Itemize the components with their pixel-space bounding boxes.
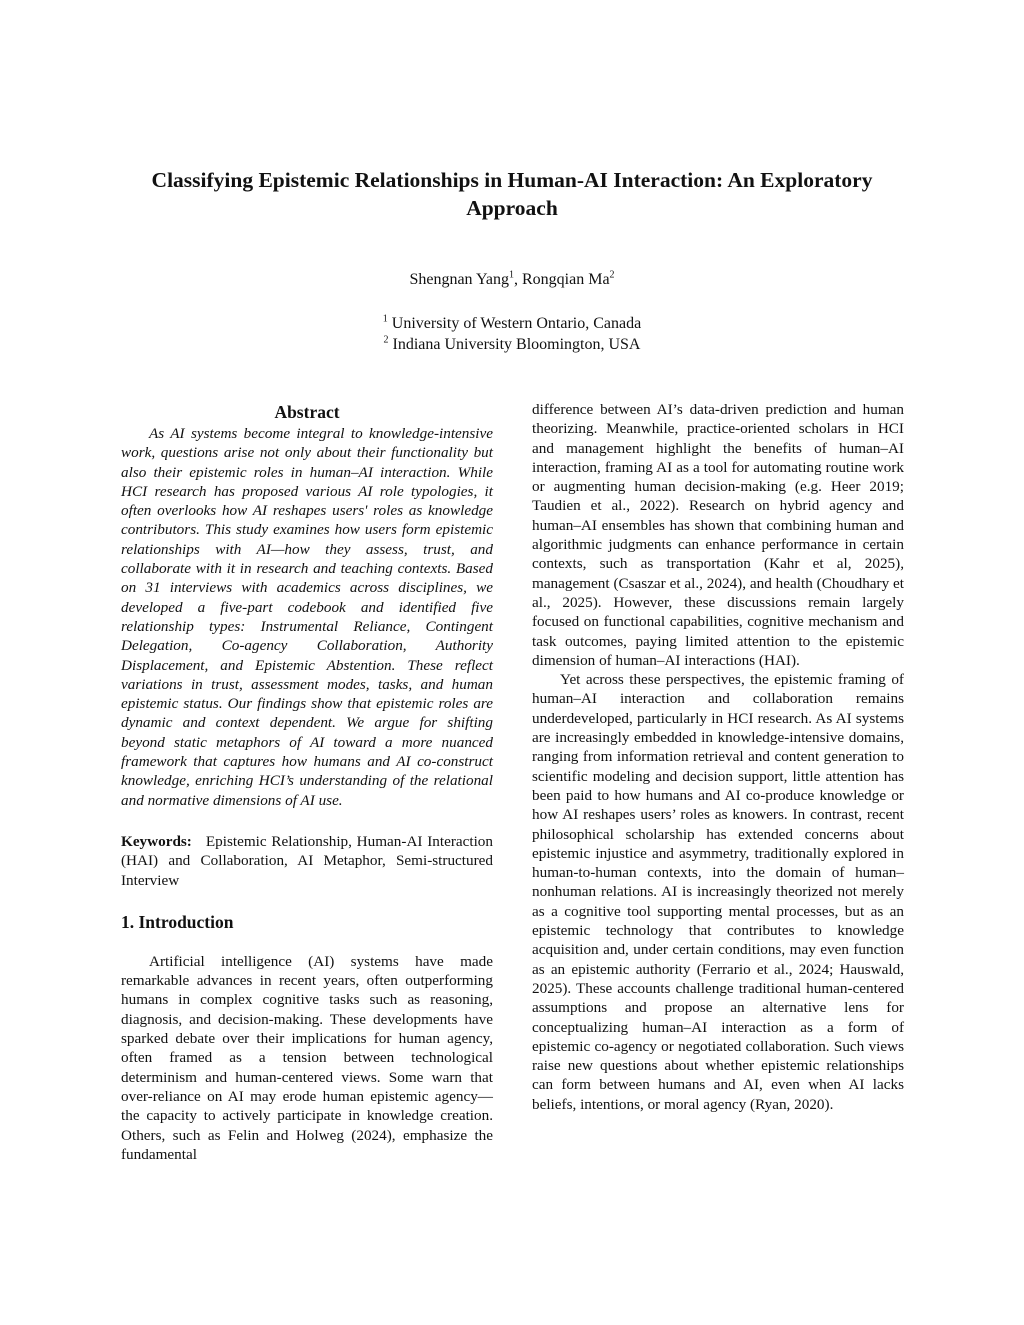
affiliation-text: Indiana University Bloomington, USA bbox=[392, 336, 641, 353]
abstract-body: As AI systems become integral to knowledge-intensive work, questions arise not only about their functionality but also their epistemic roles in human–AI interaction. While HCI research has proposed various AI role typologies, it often overlooks how AI reshapes users' roles as knowledge contributors. This study examines how users form epistemic relationships with AI—how they assess, trust, and collaborate with it in research and teaching contexts. Based on 31 interviews with academics across disciplines, we developed a five-part codebook and identified five relationship types: Instrumental Reliance, Contingent Delegation, Co-agency Collaboration, Authority Displacement, and Epistemic Abstention. These reflect variations in trust, assessment modes, tasks, and human epistemic status. Our findings show that epistemic roles are dynamic and context dependent. We argue for shifting beyond static metaphors of AI toward a more nuanced framework that captures how humans and AI co-construct knowledge, enriching HCI’s understanding of the relational and normative dimensions of AI use. bbox=[121, 425, 493, 809]
right-column bbox=[532, 400, 904, 1114]
author-line bbox=[0, 270, 1024, 290]
abstract-heading: Abstract bbox=[274, 402, 340, 422]
left-column bbox=[121, 400, 493, 1164]
affiliation-line bbox=[0, 313, 1024, 334]
author-name: Shengnan Yang bbox=[409, 271, 509, 288]
author-separator: , bbox=[514, 271, 522, 288]
affiliation-mark: 1 bbox=[382, 313, 388, 325]
keywords-label: Keywords: bbox=[121, 832, 192, 850]
paper-title: Classifying Epistemic Relationships in Human-AI Interaction: An Exploratory Approach bbox=[151, 168, 873, 220]
affiliations bbox=[0, 313, 1024, 355]
introduction-paragraph: Artificial intelligence (AI) systems have made remarkable advances in recent years, often outperforming humans in complex cognitive tasks such as reasoning, diagnosis, and decision-making. These developments have sparked debate over their implications for human agency, often framed as a tension between technological determinism and human-centered views. Some warn that over-reliance on AI may erode human epistemic agency—the capacity to actively participate in knowledge creation. Others, such as Felin and Holweg (2024), emphasize the fundamental bbox=[121, 952, 493, 1163]
introduction-paragraph: Yet across these perspectives, the epistemic framing of human–AI interaction and collaboration remains underdeveloped, particularly in HCI research. As AI systems are increasingly embedded in knowledge-intensive domains, ranging from information retrieval and content generation to scientific modeling and decision support, little attention has been paid to how humans and AI co-produce knowledge or how AI reshapes users’ roles as knowers. In contrast, recent philosophical scholarship has extended concerns about epistemic injustice and asymmetry, traditionally explored in human-to-human contexts, into the domain of human–nonhuman relations. AI is increasingly theorized not merely as a cognitive tool supporting mental processes, but as an epistemic technology that contributes to knowledge acquisition and, under certain conditions, may even function as an epistemic authority (Ferrario et al., 2024; Hauswald, 2025). These accounts challenge traditional human-centered assumptions and propose an alternative lens for conceptualizing human–AI interaction as a form of epistemic co-agency or negotiated collaboration. Such views raise new questions about whether epistemic relationships can form between humans and AI, even when AI lacks beliefs, intentions, or moral agency (Ryan, 2020). bbox=[532, 671, 904, 1113]
affiliation-mark: 2 bbox=[383, 334, 389, 346]
introduction-heading: 1. Introduction bbox=[121, 911, 234, 932]
affiliation-line bbox=[0, 334, 1024, 355]
author-affiliation-mark: 1 bbox=[509, 269, 514, 281]
introduction-paragraph-continued: difference between AI’s data-driven prediction and human theorizing. Meanwhile, practice-oriented scholars in HCI and management highlight the benefits of human–AI interaction, framing AI as a tool for automating routine work or augmenting human decision-making (e.g. Heer 2019; Taudien et al., 2022). Research on hybrid agency and human–AI ensembles has shown that combining human and algorithmic judgments can enhance performance in certain contexts, such as transportation (Kahr et al, 2025), management (Csaszar et al., 2024), and health (Choudhary et al., 2025). However, these discussions remain largely focused on functional capabilities, cognitive mechanism and task outcomes, paying limited attention to the epistemic dimension of human–AI interactions (HAI). bbox=[532, 401, 904, 669]
keywords bbox=[121, 832, 493, 890]
author-affiliation-mark: 2 bbox=[609, 269, 615, 281]
affiliation-text: University of Western Ontario, Canada bbox=[391, 315, 642, 332]
keywords-text: Epistemic Relationship, Human-AI Interaction (HAI) and Collaboration, AI Metaphor, Semi-structured Interview bbox=[121, 832, 493, 889]
author-name: Rongqian Ma bbox=[522, 271, 610, 288]
